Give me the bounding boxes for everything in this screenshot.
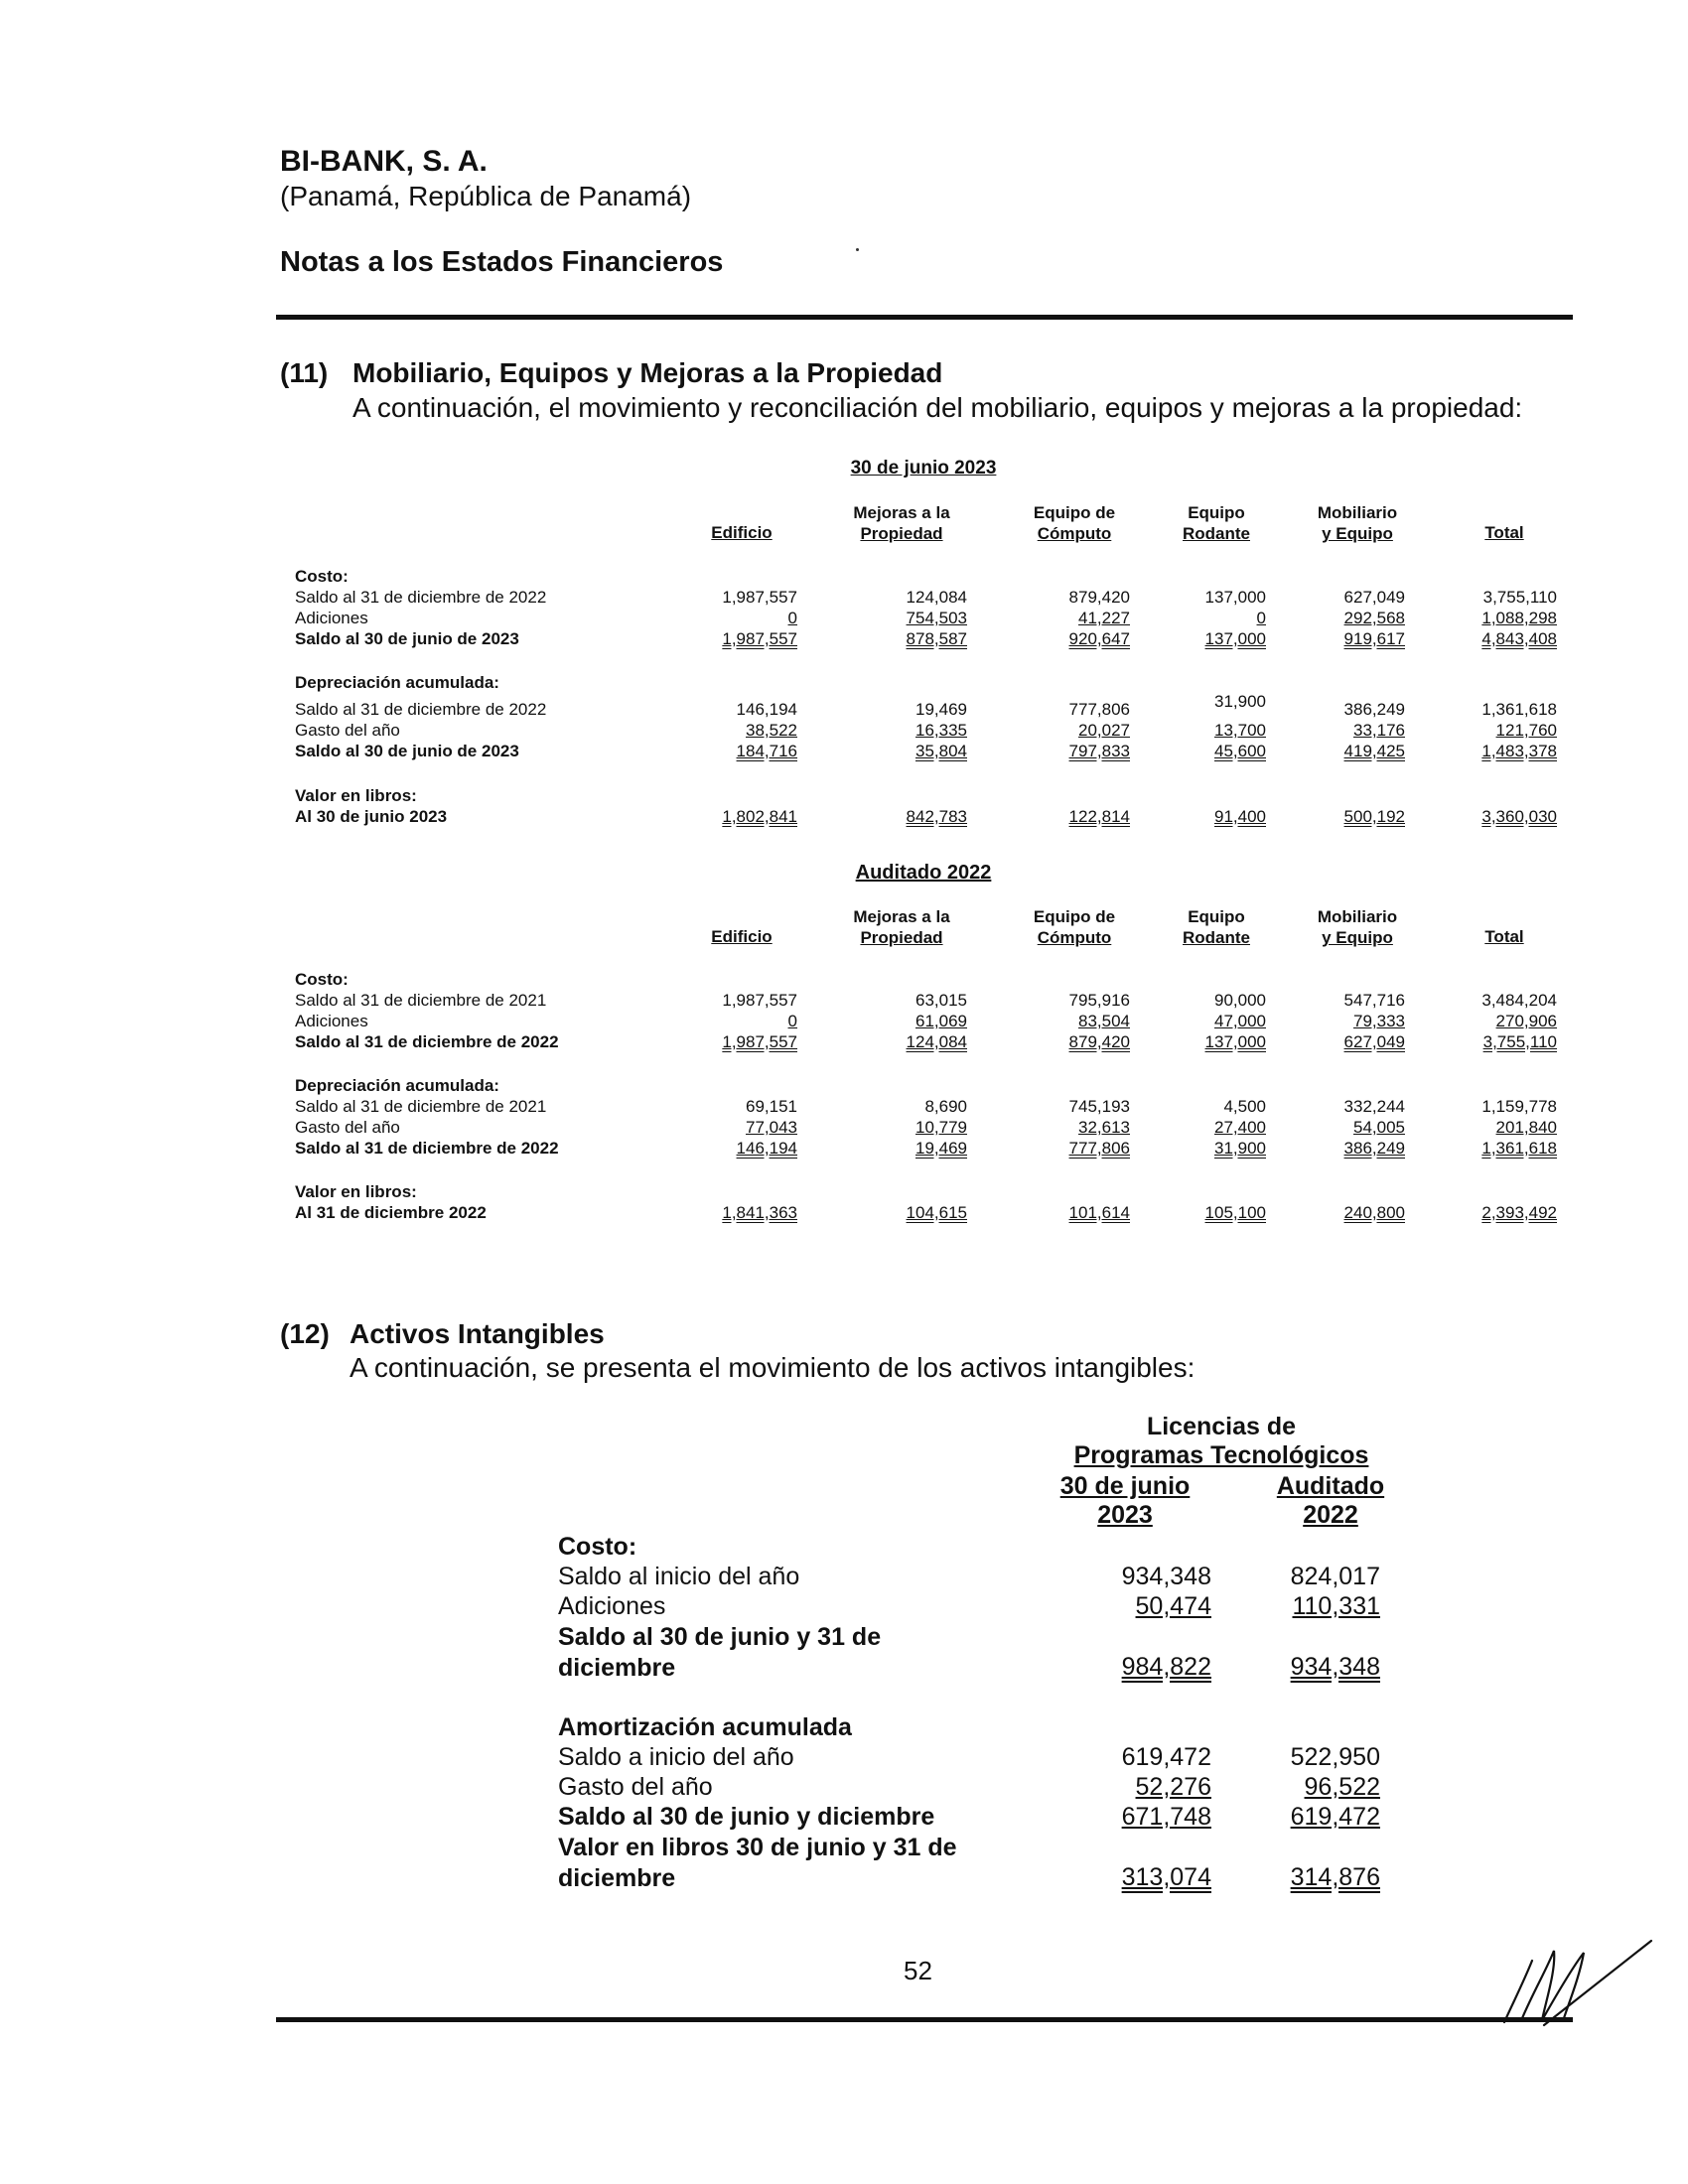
intangibles-row2-label: Saldo al 30 de junio y 31 de diciembre xyxy=(558,1623,882,1682)
p2-dep-row0-mejoras: 8,690 xyxy=(924,1097,967,1116)
p2-dep-row1-total: 201,840 xyxy=(1495,1118,1557,1137)
p1-cost-row0-mejoras: 124,084 xyxy=(906,588,967,607)
p2-dep-row1-mejoras: 10,779 xyxy=(915,1118,967,1137)
p1-cost-row0-total: 3,755,110 xyxy=(1482,588,1557,607)
p1-dep-row0-computo: 777,806 xyxy=(1068,700,1130,719)
scan-speck xyxy=(856,248,859,251)
p1-dep-row2-label: Saldo al 30 de junio de 2023 xyxy=(295,742,519,760)
p2-cost-row1-mejoras: 61,069 xyxy=(915,1012,967,1030)
p2-cost-row1-mobiliario: 79,333 xyxy=(1353,1012,1405,1030)
intangibles-row4-v1: 619,472 xyxy=(1121,1743,1211,1771)
p1-dep-row0-mejoras: 19,469 xyxy=(915,700,967,719)
col-header-mobiliario: Mobiliario y Equipo xyxy=(1317,907,1398,947)
p1-book-mobiliario: 500,192 xyxy=(1343,807,1405,826)
p2-cost-row0-label: Saldo al 31 de diciembre de 2021 xyxy=(295,991,547,1010)
page-number: 52 xyxy=(904,1956,932,1985)
p1-dep-row2-total: 1,483,378 xyxy=(1481,742,1557,760)
col-header-computo: Equipo de Cómputo xyxy=(1033,907,1116,947)
p1-cost-row0-mobiliario: 627,049 xyxy=(1343,588,1405,607)
p1-dep-row1-mobiliario: 33,176 xyxy=(1353,721,1405,740)
col-header-mejoras: Mejoras a la Propiedad xyxy=(853,907,950,947)
period1-dep-label: Depreciación acumulada: xyxy=(295,673,499,692)
period2-costo-label: Costo: xyxy=(295,970,349,989)
period2-dep-label: Depreciación acumulada: xyxy=(295,1076,499,1095)
p1-cost-row2-rodante: 137,000 xyxy=(1204,629,1266,648)
p2-cost-row0-mejoras: 63,015 xyxy=(915,991,967,1010)
intangibles-row5-v1: 52,276 xyxy=(1135,1773,1211,1801)
p2-dep-row0-computo: 745,193 xyxy=(1068,1097,1130,1116)
p1-dep-row2-rodante: 45,600 xyxy=(1214,742,1266,760)
col-header-mobiliario: Mobiliario y Equipo xyxy=(1317,503,1398,543)
p2-dep-row2-computo: 777,806 xyxy=(1068,1139,1130,1158)
p2-book-row-label: Al 31 de diciembre 2022 xyxy=(295,1203,487,1222)
intangibles-group-header: Licencias de Programas Tecnológicos xyxy=(1073,1413,1369,1469)
note11-title: Mobiliario, Equipos y Mejoras a la Propiedad xyxy=(352,357,943,388)
p1-dep-row0-mobiliario: 386,249 xyxy=(1343,700,1405,719)
col-header-edificio: Edificio xyxy=(711,523,773,542)
p2-cost-row1-total: 270,906 xyxy=(1495,1012,1557,1030)
p2-dep-row0-rodante: 4,500 xyxy=(1223,1097,1266,1116)
p2-dep-row0-mobiliario: 332,244 xyxy=(1343,1097,1405,1116)
p1-cost-row1-rodante: 0 xyxy=(1256,609,1266,627)
p1-cost-row0-edificio: 1,987,557 xyxy=(722,588,797,607)
p2-cost-row2-total: 3,755,110 xyxy=(1482,1032,1557,1051)
col-header-rodante: Equipo Rodante xyxy=(1183,503,1250,543)
col-header-mejoras: Mejoras a la Propiedad xyxy=(853,503,950,543)
p1-book-row-label: Al 30 de junio 2023 xyxy=(295,807,448,826)
p2-dep-row1-rodante: 27,400 xyxy=(1214,1118,1266,1137)
intangibles-row1-v2: 110,331 xyxy=(1292,1592,1380,1620)
p2-dep-row1-label: Gasto del año xyxy=(295,1118,400,1137)
period2-book-label: Valor en libros: xyxy=(295,1182,417,1201)
p1-cost-row1-mejoras: 754,503 xyxy=(906,609,967,627)
p1-dep-row0-rodante: 31,900 xyxy=(1214,692,1266,711)
p2-book-mejoras: 104,615 xyxy=(906,1203,967,1222)
p1-book-total: 3,360,030 xyxy=(1481,807,1557,826)
p2-dep-row0-label: Saldo al 31 de diciembre de 2021 xyxy=(295,1097,547,1116)
p1-dep-row1-rodante: 13,700 xyxy=(1214,721,1266,740)
company-country: (Panamá, República de Panamá) xyxy=(280,181,692,211)
intangibles-row6-v1: 671,748 xyxy=(1121,1803,1211,1831)
p2-dep-row2-edificio: 146,194 xyxy=(736,1139,797,1158)
col-header-computo: Equipo de Cómputo xyxy=(1033,503,1116,543)
p2-cost-row1-computo: 83,504 xyxy=(1078,1012,1130,1030)
p2-book-mobiliario: 240,800 xyxy=(1343,1203,1405,1222)
p1-dep-row0-edificio: 146,194 xyxy=(736,700,797,719)
p2-cost-row2-rodante: 137,000 xyxy=(1204,1032,1266,1051)
p1-cost-row2-label: Saldo al 30 de junio de 2023 xyxy=(295,629,519,648)
p1-cost-row0-rodante: 137,000 xyxy=(1204,588,1266,607)
intangibles-row4-v2: 522,950 xyxy=(1290,1743,1380,1771)
p1-cost-row2-edificio: 1,987,557 xyxy=(722,629,797,648)
p2-dep-row2-mejoras: 19,469 xyxy=(915,1139,967,1158)
p2-cost-row2-edificio: 1,987,557 xyxy=(722,1032,797,1051)
p2-dep-row0-edificio: 69,151 xyxy=(746,1097,797,1116)
col-header-edificio: Edificio xyxy=(711,927,773,946)
intangibles-col1-header: 30 de junio 2023 xyxy=(1059,1472,1191,1529)
p2-dep-row1-edificio: 77,043 xyxy=(746,1118,797,1137)
p1-cost-row2-total: 4,843,408 xyxy=(1481,629,1557,648)
p1-dep-row1-total: 121,760 xyxy=(1495,721,1557,740)
intangibles-row7-v2: 314,876 xyxy=(1290,1863,1380,1891)
p2-book-edificio: 1,841,363 xyxy=(722,1203,797,1222)
intangibles-row0-v2: 824,017 xyxy=(1290,1563,1380,1590)
p2-cost-row1-rodante: 47,000 xyxy=(1214,1012,1266,1030)
note12-number: (12) xyxy=(280,1318,330,1349)
p2-cost-row1-edificio: 0 xyxy=(787,1012,797,1030)
note12-title: Activos Intangibles xyxy=(350,1318,605,1349)
period1-book-label: Valor en libros: xyxy=(295,786,417,805)
note12-intro: A continuación, se presenta el movimiento de los activos intangibles: xyxy=(350,1352,1196,1383)
intangibles-row1-label: Adiciones xyxy=(558,1592,666,1620)
p1-cost-row0-label: Saldo al 31 de diciembre de 2022 xyxy=(295,588,547,607)
p1-book-computo: 122,814 xyxy=(1068,807,1130,826)
note11-number: (11) xyxy=(280,357,329,388)
p1-dep-row0-total: 1,361,618 xyxy=(1481,700,1557,719)
intangibles-amort-label: Amortización acumulada xyxy=(558,1713,852,1741)
signature-icon xyxy=(1484,1931,1653,2030)
p1-dep-row0-label: Saldo al 31 de diciembre de 2022 xyxy=(295,700,547,719)
p1-cost-row2-mejoras: 878,587 xyxy=(906,629,967,648)
p2-book-total: 2,393,492 xyxy=(1481,1203,1557,1222)
p1-cost-row0-computo: 879,420 xyxy=(1068,588,1130,607)
p2-dep-row2-label: Saldo al 31 de diciembre de 2022 xyxy=(295,1139,559,1158)
p2-cost-row2-mejoras: 124,084 xyxy=(906,1032,967,1051)
intangibles-costo-label: Costo: xyxy=(558,1533,637,1561)
p1-dep-row1-edificio: 38,522 xyxy=(746,721,797,740)
p1-cost-row1-total: 1,088,298 xyxy=(1481,609,1557,627)
p2-cost-row0-total: 3,484,204 xyxy=(1481,991,1557,1010)
p2-cost-row0-rodante: 90,000 xyxy=(1214,991,1266,1010)
p2-dep-row2-mobiliario: 386,249 xyxy=(1343,1139,1405,1158)
p1-dep-row1-label: Gasto del año xyxy=(295,721,400,740)
p2-dep-row2-total: 1,361,618 xyxy=(1481,1139,1557,1158)
intangibles-row0-label: Saldo al inicio del año xyxy=(558,1563,800,1590)
intangibles-row5-label: Gasto del año xyxy=(558,1773,713,1801)
header-rule xyxy=(276,315,1573,320)
intangibles-row2-v2: 934,348 xyxy=(1290,1653,1380,1681)
period1-title: 30 de junio 2023 xyxy=(850,458,997,478)
intangibles-row0-v1: 934,348 xyxy=(1121,1563,1211,1590)
period2-title: Auditado 2022 xyxy=(855,862,992,884)
intangibles-row6-v2: 619,472 xyxy=(1290,1803,1380,1831)
p2-dep-row1-mobiliario: 54,005 xyxy=(1353,1118,1405,1137)
intangibles-row4-label: Saldo a inicio del año xyxy=(558,1743,794,1771)
p1-cost-row1-edificio: 0 xyxy=(787,609,797,627)
p1-dep-row2-edificio: 184,716 xyxy=(736,742,797,760)
intangibles-row1-v1: 50,474 xyxy=(1135,1592,1211,1620)
p1-dep-row1-computo: 20,027 xyxy=(1078,721,1130,740)
p2-dep-row1-computo: 32,613 xyxy=(1078,1118,1130,1137)
p1-dep-row2-computo: 797,833 xyxy=(1068,742,1130,760)
p2-cost-row2-label: Saldo al 31 de diciembre de 2022 xyxy=(295,1032,559,1051)
intangibles-row6-label: Saldo al 30 de junio y diciembre xyxy=(558,1803,935,1831)
col-header-total: Total xyxy=(1484,927,1524,946)
p2-book-rodante: 105,100 xyxy=(1204,1203,1266,1222)
p2-dep-row2-rodante: 31,900 xyxy=(1214,1139,1266,1158)
col-header-rodante: Equipo Rodante xyxy=(1183,907,1250,947)
p2-cost-row1-label: Adiciones xyxy=(295,1012,368,1030)
p1-cost-row1-label: Adiciones xyxy=(295,609,368,627)
p1-cost-row2-mobiliario: 919,617 xyxy=(1343,629,1405,648)
p2-cost-row2-computo: 879,420 xyxy=(1068,1032,1130,1051)
p1-cost-row2-computo: 920,647 xyxy=(1068,629,1130,648)
p2-dep-row0-total: 1,159,778 xyxy=(1481,1097,1557,1116)
p2-cost-row2-mobiliario: 627,049 xyxy=(1343,1032,1405,1051)
intangibles-row7-label: Valor en libros 30 de junio y 31 de diciembre xyxy=(558,1834,957,1892)
p2-book-computo: 101,614 xyxy=(1068,1203,1130,1222)
period1-costo-label: Costo: xyxy=(295,567,349,586)
p1-book-mejoras: 842,783 xyxy=(906,807,967,826)
p1-cost-row1-computo: 41,227 xyxy=(1078,609,1130,627)
p1-cost-row1-mobiliario: 292,568 xyxy=(1343,609,1405,627)
intangibles-row5-v2: 96,522 xyxy=(1304,1773,1380,1801)
intangibles-row2-v1: 984,822 xyxy=(1121,1653,1211,1681)
note11-intro: A continuación, el movimiento y reconciliación del mobiliario, equipos y mejoras a la propiedad: xyxy=(352,392,1523,423)
p1-dep-row2-mobiliario: 419,425 xyxy=(1343,742,1405,760)
p1-dep-row1-mejoras: 16,335 xyxy=(915,721,967,740)
p2-cost-row0-edificio: 1,987,557 xyxy=(722,991,797,1010)
p1-book-rodante: 91,400 xyxy=(1214,807,1266,826)
company-name: BI-BANK, S. A. xyxy=(280,145,488,178)
p2-cost-row0-computo: 795,916 xyxy=(1068,991,1130,1010)
document-title: Notas a los Estados Financieros xyxy=(280,246,724,278)
footer-rule xyxy=(276,2017,1573,2022)
p1-dep-row2-mejoras: 35,804 xyxy=(915,742,967,760)
p1-book-edificio: 1,802,841 xyxy=(722,807,797,826)
col-header-total: Total xyxy=(1484,523,1524,542)
intangibles-col2-header: Auditado 2022 xyxy=(1276,1472,1385,1529)
p2-cost-row0-mobiliario: 547,716 xyxy=(1343,991,1405,1010)
intangibles-row7-v1: 313,074 xyxy=(1121,1863,1211,1891)
